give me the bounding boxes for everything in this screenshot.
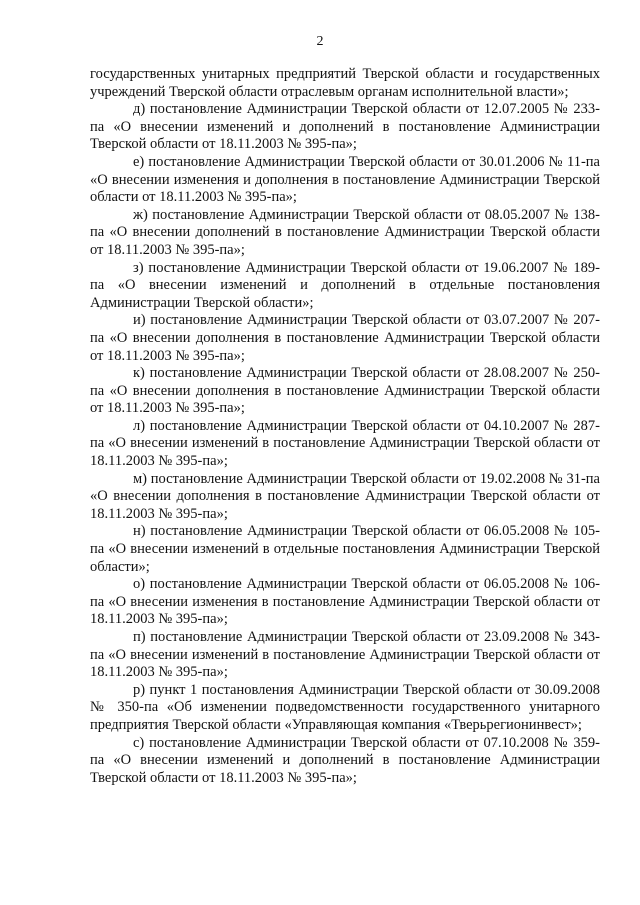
paragraph: л) постановление Администрации Тверской области от 04.10.2007 № 287-па «О внесении изменений в постановление Администрации Тверской области от 18.11.2003 № 395-па»; [90, 417, 600, 470]
paragraph: п) постановление Администрации Тверской области от 23.09.2008 № 343-па «О внесении изменений в постановление Администрации Тверской области от 18.11.2003 № 395-па»; [90, 629, 600, 681]
paragraph: с) постановление Администрации Тверской области от 07.10.2008 № 359-па «О внесении изменений и дополнений в постановление Администрации Тверской области от 18.11.2003 № 395-па»; [90, 734, 600, 786]
page-number: 2 [316, 34, 324, 49]
paragraph: государственных унитарных предприятий Тверской области и государственных учреждений Тверской области отраслевым органам исполнительной власти»; [90, 66, 600, 100]
paragraph: д) постановление Администрации Тверской области от 12.07.2005 № 233-па «О внесении изменений и дополнений в постановление Администрации Тверской области от 18.11.2003 № 395-па»; [90, 101, 600, 153]
paragraph: о) постановление Администрации Тверской области от 06.05.2008 № 106-па «О внесении изменения в постановление Администрации Тверской области от 18.11.2003 № 395-па»; [90, 576, 600, 628]
document-body [90, 66, 600, 787]
paragraph: н) постановление Администрации Тверской области от 06.05.2008 № 105-па «О внесении изменений в отдельные постановления Администрации Тверской области»; [90, 523, 600, 575]
paragraph: ж) постановление Администрации Тверской области от 08.05.2007 № 138-па «О внесении дополнений в постановление Администрации Тверской области от 18.11.2003 № 395-па»; [90, 206, 600, 258]
paragraph: м) постановление Администрации Тверской области от 19.02.2008 № 31-па «О внесении дополнения в постановление Администрации Тверской области от 18.11.2003 № 395-па»; [90, 470, 600, 522]
paragraph: з) постановление Администрации Тверской области от 19.06.2007 № 189-па «О внесении изменений и дополнений в отдельные постановления Администрации Тверской области»; [90, 259, 600, 311]
paragraph: и) постановление Администрации Тверской области от 03.07.2007 № 207-па «О внесении дополнения в постановление Администрации Тверской области от 18.11.2003 № 395-па»; [90, 312, 600, 364]
paragraph: к) постановление Администрации Тверской области от 28.08.2007 № 250-па «О внесении дополнения в постановление Администрации Тверской области от 18.11.2003 № 395-па»; [90, 365, 600, 417]
paragraph: е) постановление Администрации Тверской области от 30.01.2006 № 11-па «О внесении изменения и дополнения в постановление Администрации Тверской области от 18.11.2003 № 395-па»; [90, 153, 600, 206]
paragraph: р) пункт 1 постановления Администрации Тверской области от 30.09.2008 № 350-па «Об изменении подведомственности государственного унитарного предприятия Тверской области «Управляющая компания «Тверьрегионинвест»; [90, 681, 600, 733]
